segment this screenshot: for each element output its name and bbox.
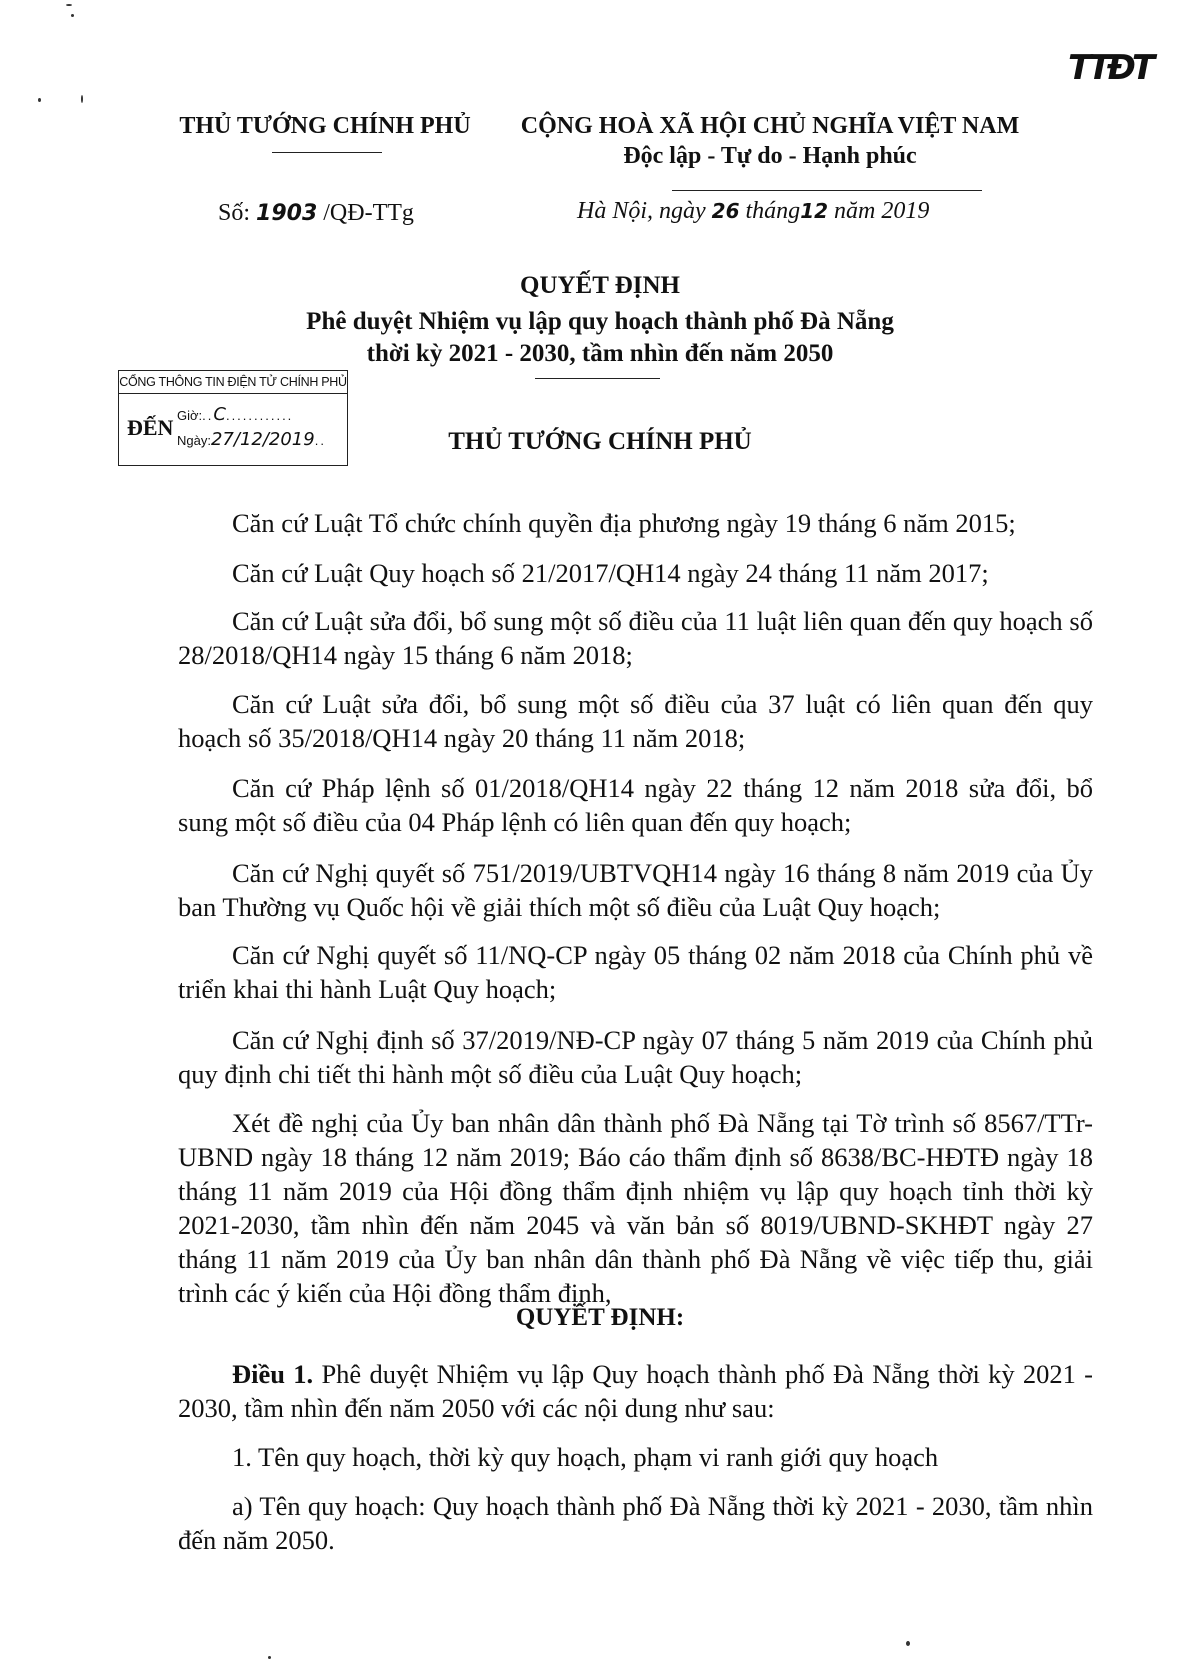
stamp-heading: CỔNG THÔNG TIN ĐIỆN TỬ CHÍNH PHỦ bbox=[119, 371, 347, 394]
preamble-item: Xét đề nghị của Ủy ban nhân dân thành phố Đà Nẵng tại Tờ trình số 8567/TTr-UBND ngày 18 tháng 12 năm 2019; Báo cáo thẩm định số 8638/BC-HĐTĐ ngày 18 tháng 11 năm 2019 của Hội đồng thẩm định nhiệm vụ lập quy hoạch tỉnh thời kỳ 2021-2030, tầm nhìn đến năm 2045 và văn bản số 8019/UBND-SKHĐT ngày 27 tháng 11 năm 2019 của Ủy ban nhân dân thành phố Đà Nẵng về việc tiếp thu, giải trình các ý kiến của Hội đồng thẩm định, bbox=[178, 1108, 1093, 1308]
stamp-time-value: C bbox=[213, 404, 226, 425]
preamble-item: Căn cứ Luật sửa đổi, bổ sung một số điều của 37 luật có liên quan đến quy hoạch số 35/2018/QH14 ngày 20 tháng 11 năm 2018; bbox=[178, 689, 1093, 753]
scan-speck bbox=[906, 1641, 910, 1646]
article-1-item-1a: a) Tên quy hoạch: Quy hoạch thành phố Đà Nẵng thời kỳ 2021 - 2030, tầm nhìn đến năm 2050. bbox=[178, 1491, 1093, 1555]
scan-speck bbox=[71, 14, 74, 17]
preamble-item: Căn cứ Luật Quy hoạch số 21/2017/QH14 ngày 24 tháng 11 năm 2017; bbox=[232, 558, 989, 588]
date-day: 26 bbox=[711, 199, 740, 223]
subject-line-2: thời kỳ 2021 - 2030, tầm nhìn đến năm 2050 bbox=[366, 340, 834, 367]
number-handwritten: 1903 bbox=[256, 201, 318, 226]
preamble-item: Căn cứ Nghị quyết số 11/NQ-CP ngày 05 tháng 02 năm 2018 của Chính phủ về triển khai thi hành Luật Quy hoạch; bbox=[178, 940, 1093, 1004]
stamp-date: Ngày:27/12/2019.. bbox=[177, 429, 326, 450]
document-type: QUYẾT ĐỊNH bbox=[520, 272, 680, 299]
preamble-item: Căn cứ Pháp lệnh số 01/2018/QH14 ngày 22 tháng 12 năm 2018 sửa đổi, bổ sung một số điều của 04 Pháp lệnh có liên quan đến quy hoạch; bbox=[178, 773, 1093, 837]
document-number bbox=[218, 200, 414, 227]
issuing-authority: THỦ TƯỚNG CHÍNH PHỦ bbox=[179, 113, 471, 139]
date-month: 12 bbox=[800, 199, 829, 223]
number-suffix: /QĐ-TTg bbox=[323, 200, 414, 226]
preamble-item: Căn cứ Luật sửa đổi, bổ sung một số điều của 11 luật liên quan đến quy hoạch số 28/2018/QH14 ngày 15 tháng 6 năm 2018; bbox=[178, 606, 1093, 670]
national-title: CỘNG HOÀ XÃ HỘI CHỦ NGHĨA VIỆT NAM bbox=[520, 113, 1020, 139]
stamp-time: Giờ:..C............ bbox=[177, 404, 294, 425]
header-left-rule bbox=[272, 152, 382, 153]
document-date bbox=[577, 198, 929, 225]
scan-speck bbox=[268, 1656, 271, 1659]
national-motto: Độc lập - Tự do - Hạnh phúc bbox=[623, 143, 917, 169]
scan-speck bbox=[81, 95, 83, 103]
date-prefix: Hà Nội, ngày bbox=[577, 198, 706, 224]
preamble-item: Căn cứ Luật Tổ chức chính quyền địa phương ngày 19 tháng 6 năm 2015; bbox=[232, 508, 1016, 538]
article-1-label: Điều 1. bbox=[232, 1359, 314, 1389]
number-prefix: Số: bbox=[218, 200, 251, 226]
subject-line-1: Phê duyệt Nhiệm vụ lập quy hoạch thành phố Đà Nẵng bbox=[306, 308, 894, 335]
article-1-item-1: 1. Tên quy hoạch, thời kỳ quy hoạch, phạm vi ranh giới quy hoạch bbox=[232, 1442, 939, 1472]
stamp-date-label: Ngày: bbox=[177, 433, 211, 448]
preamble-item: Căn cứ Nghị quyết số 751/2019/UBTVQH14 ngày 16 tháng 8 năm 2019 của Ủy ban Thường vụ Quốc hội về giải thích một số điều của Luật Quy hoạch; bbox=[178, 858, 1093, 922]
decision-heading: QUYẾT ĐỊNH: bbox=[515, 1304, 685, 1331]
date-month-label: tháng bbox=[745, 198, 801, 224]
scan-speck bbox=[38, 98, 41, 102]
stamp-date-value: 27/12/2019 bbox=[210, 429, 315, 450]
article-1-text: Phê duyệt Nhiệm vụ lập Quy hoạch thành phố Đà Nẵng thời kỳ 2021 - 2030, tầm nhìn đến năm 2050 với các nội dung như sau: bbox=[178, 1359, 1094, 1423]
header-right-rule bbox=[672, 190, 982, 191]
article-1 bbox=[178, 1357, 1093, 1425]
stamp-time-label: Giờ: bbox=[177, 408, 203, 423]
title-rule bbox=[535, 378, 660, 379]
stamp-den-label: ĐẾN bbox=[127, 415, 174, 440]
date-year: năm 2019 bbox=[834, 198, 930, 224]
authority-heading: THỦ TƯỚNG CHÍNH PHỦ bbox=[448, 428, 752, 455]
preamble-item: Căn cứ Nghị định số 37/2019/NĐ-CP ngày 07 tháng 5 năm 2019 của Chính phủ quy định chi tiết thi hành một số điều của Luật Quy hoạch; bbox=[178, 1025, 1093, 1089]
handwritten-mark: TTĐT bbox=[1068, 48, 1152, 88]
scan-speck bbox=[66, 4, 72, 6]
